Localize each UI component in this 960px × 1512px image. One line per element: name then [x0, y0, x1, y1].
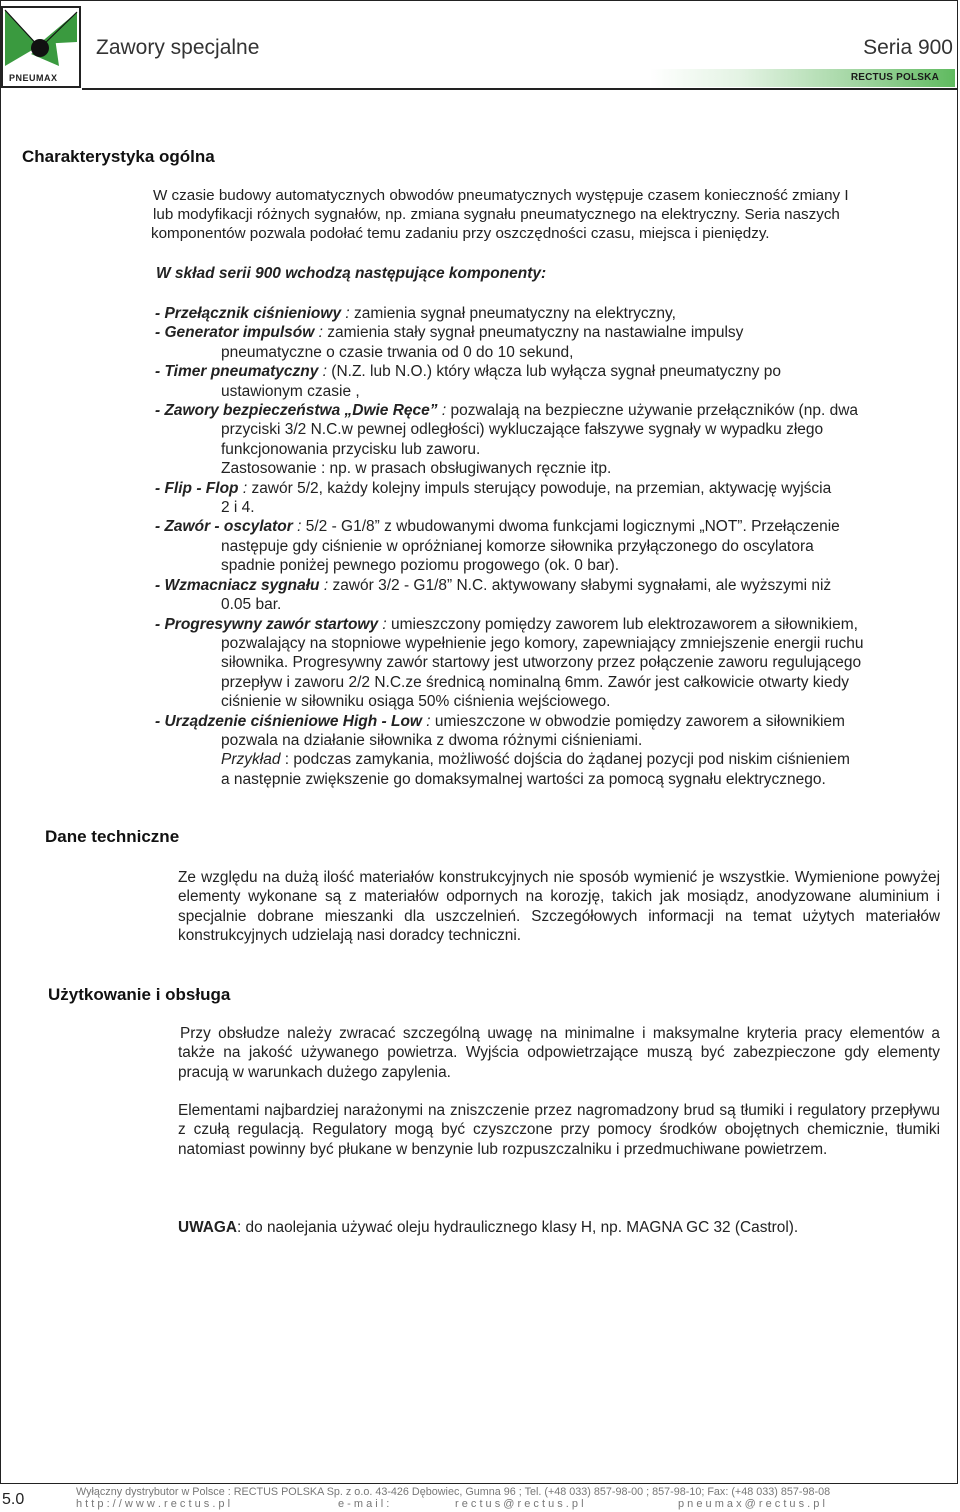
page-title: Zawory specjalne [96, 36, 260, 59]
component-line [155, 362, 945, 381]
component-text: ciśnienie w siłowniku osiąga 50% ciśnienia wejściowego. [221, 693, 611, 711]
example-text: a następnie zwiększenie go domaksymalnej wartości za pomocą sygnału elektrycznego. [221, 770, 826, 788]
component-text: zawór 3/2 - G1/8” N.C. aktywowany słabymi sygnałami, ale wyższymi niż [332, 576, 832, 594]
component-name: - Generator impulsów [155, 324, 315, 342]
intro-line: W czasie budowy automatycznych obwodów pneumatycznych występuje czasem konieczność zmiany I [153, 187, 849, 204]
example-label: Przykład [221, 751, 281, 769]
component-text: pozwalający na stopniowe wypełnienie jego komory, zapewniający zmniejszenie energii ruchu [221, 634, 864, 652]
series-label: Seria 900 [863, 36, 953, 59]
component-line [155, 634, 945, 653]
component-text: 5/2 - G1/8” z wbudowanymi dwoma funkcjami logicznymi „NOT”. Przełączenie [305, 518, 840, 536]
component-separator: : [292, 518, 306, 536]
component-line [155, 479, 945, 498]
intro-line: lub modyfikacji różnych sygnałów, np. zmiana sygnału pneumatycznego na elektryczny. Seria naszych [153, 206, 840, 223]
component-text: 2 i 4. [221, 499, 255, 517]
warning-note [178, 1218, 940, 1237]
component-text: Zastosowanie : np. w prasach obsługiwanych ręcznie itp. [221, 460, 612, 478]
component-text: zamienia stały sygnał pneumatyczny na nastawialne impulsy [327, 324, 744, 342]
component-text: przyciski 3/2 N.C.w pewnej odległości) wykluczające fałszywe sygnały w wypadku złego [221, 421, 824, 439]
usage-paragraph-1: Przy obsłudze należy zwracać szczególną uwagę na minimalne i maksymalne kryteria pracy elementów a także na jakość używanego powietrza. Wyjścia odpowietrzające muszą być zabezpieczone gdy elementy pracują w warunkach dużego zapylenia. [178, 1025, 940, 1081]
component-separator: : [314, 324, 328, 342]
usage-heading: Użytkowanie i obsługa [48, 985, 231, 1004]
example-text: : podczas zamykania, możliwość dojścia do żądanej pozycji pod niskim ciśnieniem [280, 751, 850, 769]
component-line [155, 401, 945, 420]
component-line [155, 420, 945, 439]
warning-text: : do naolejania używać oleju hydraulicznego klasy H, np. MAGNA GC 32 (Castrol). [237, 1219, 799, 1236]
technical-text: Ze względu na dużą ilość materiałów konstrukcyjnych nie sposób wymienić je wszystkie. Wymienione powyżej elementy wykonane są z materiałów odpornych na korozję, takich jak mosiądz, anodyzowane aluminium i specjalnie dobrane mieszanki dla uszczelnień. Szczegółowych informacji na temat użytych materiałów konstrukcyjnych udzielają nasi doradcy techniczni. [178, 869, 940, 945]
website-link[interactable]: h t t p : / / w w w . r e c t u s . p l [76, 1498, 231, 1510]
component-item [155, 517, 945, 575]
general-heading: Charakterystyka ogólna [22, 147, 215, 166]
component-text: (N.Z. lub N.O.) który włącza lub wyłącza sygnał pneumatyczny po [331, 363, 781, 381]
email-label: e - m a i l : [338, 1498, 390, 1510]
component-name: - Zawór - oscylator [155, 518, 293, 536]
component-item [155, 362, 945, 401]
component-text: następuje gdy ciśnienie w opróżnianej komorze siłownika przyłączonego do oscylatora [221, 537, 814, 555]
component-text: zamienia sygnał pneumatyczny na elektryczny, [354, 305, 676, 322]
component-separator: : [318, 363, 332, 381]
component-line [155, 459, 945, 478]
component-text: pozwala na działanie siłownika z dwoma różnymi ciśnieniami. [221, 731, 643, 749]
component-separator: : [378, 615, 392, 633]
component-text: pneumatyczne o czasie trwania od 0 do 10 sekund, [221, 343, 574, 361]
component-name: - Urządzenie ciśnieniowe High - Low [155, 712, 422, 730]
component-line [155, 692, 945, 711]
component-line [155, 653, 945, 672]
component-separator: : [319, 576, 333, 594]
component-name: - Wzmacniacz sygnału [155, 576, 320, 594]
component-separator: : [238, 479, 252, 497]
component-separator: : [341, 305, 354, 322]
component-separator: : [421, 712, 435, 730]
component-line [155, 731, 945, 750]
components-subheading: W skład serii 900 wchodzą następujące komponenty: [156, 265, 547, 282]
component-separator: : [437, 402, 451, 420]
component-line [155, 382, 945, 401]
component-item [155, 615, 945, 712]
band-label: RECTUS POLSKA [850, 72, 939, 83]
component-text: pozwalają na bezpieczne używanie przełączników (np. dwa [450, 402, 859, 420]
component-line [155, 343, 945, 362]
email-link[interactable]: r e c t u s @ r e c t u s . p l [455, 1498, 584, 1510]
component-text: umieszczone w obwodzie pomiędzy zaworem a siłownikiem [434, 712, 845, 730]
component-name: - Progresywny zawór startowy [155, 615, 379, 633]
component-text: 0.05 bar. [221, 596, 282, 614]
component-text: funkcjonowania przycisku lub zaworu. [221, 440, 481, 458]
header-band [650, 69, 955, 87]
component-line [155, 595, 945, 614]
warning-label: UWAGA [178, 1219, 237, 1236]
pneumax-logo [1, 6, 81, 88]
component-line [155, 673, 945, 692]
component-line [155, 517, 945, 536]
component-line [155, 712, 945, 731]
technical-heading: Dane techniczne [45, 827, 180, 846]
component-line [155, 556, 945, 575]
email-link[interactable]: p n e u m a x @ r e c t u s . p l [678, 1498, 825, 1510]
component-name: - Przełącznik ciśnieniowy [155, 305, 342, 322]
component-name: - Flip - Flop [155, 479, 239, 497]
component-item [155, 401, 945, 479]
component-text: siłownika. Progresywny zawór startowy jest utworzony przez połączenie zaworu regulującego [221, 654, 862, 672]
component-text: przepływ i zaworu 2/2 N.C.ze średnicą nominalną 6mm. Zawór jest całkowicie otwarty kiedy [221, 673, 849, 691]
component-name: - Zawory bezpieczeństwa „Dwie Ręce” [155, 402, 438, 420]
example-line [155, 750, 945, 769]
component-item [155, 323, 945, 362]
logo-wordmark: PNEUMAX [9, 73, 58, 83]
component-line [155, 576, 945, 595]
example-line [155, 770, 945, 789]
component-item [155, 576, 945, 615]
component-text: spadnie poniżej pewnego poziomu progowego (ok. 0 bar). [221, 557, 620, 575]
distributor-info: Wyłączny dystrybutor w Polsce : RECTUS POLSKA Sp. z o.o. 43-426 Dębowiec, Gumna 96 ; Tel. (+48 033) 857-98-00 ; 857-98-10; Fax: (+48 033) 857-98-08 [76, 1486, 831, 1498]
header-rule [82, 88, 958, 90]
component-item [155, 479, 945, 518]
usage-paragraph-2: Elementami najbardziej narażonymi na zniszczenie przez nagromadzony brud są tłumiki i regulatory przepływu z czułą regulacją. Regulatory mogą być czyszczone przy pomocy środków obojętnych chemicznie, tłumiki natomiast powinny być płukane w benzynie lub rozpuszczalniku i przedmuchiwane powietrzem. [178, 1102, 940, 1158]
component-item [155, 304, 945, 323]
component-line [155, 498, 945, 517]
component-line [155, 440, 945, 459]
component-line [155, 304, 945, 323]
component-line [155, 537, 945, 556]
component-line [155, 615, 945, 634]
component-text: umieszczony pomiędzy zaworem lub elektrozaworem a siłownikiem, [391, 615, 858, 633]
component-text: zawór 5/2, każdy kolejny impuls sterujący powoduje, na przemian, aktywację wyjścia [251, 479, 832, 497]
components-list [155, 304, 945, 789]
intro-line: komponentów pozwala podołać temu zadaniu przy oszczędności czasu, miejsca i pieniędzy. [151, 225, 770, 242]
component-text: ustawionym czasie , [221, 382, 360, 400]
page-number: 5.0 [2, 1491, 25, 1508]
component-line [155, 323, 945, 342]
contact-line [76, 1498, 825, 1510]
component-item [155, 712, 945, 751]
component-name: - Timer pneumatyczny [155, 363, 319, 381]
